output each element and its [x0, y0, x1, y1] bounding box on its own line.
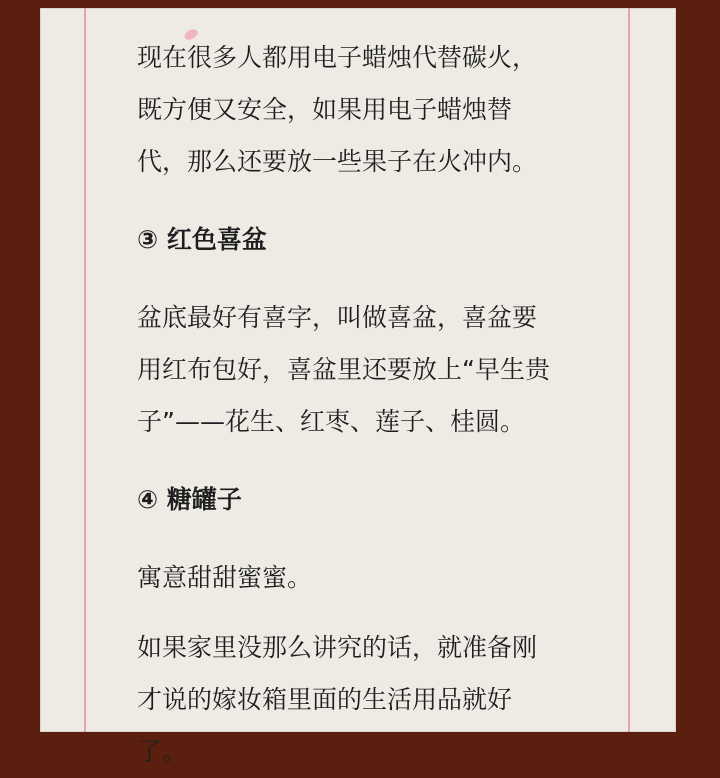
section-heading-red-basin: ③ 红色喜盆 [137, 225, 267, 254]
text-line: 盆底最好有喜字，叫做喜盆，喜盆要 [137, 303, 538, 332]
text-line: 寓意甜甜蜜蜜。 [137, 563, 313, 592]
text-line: 现在很多人都用电子蜡烛代替碳火， [137, 43, 538, 72]
article-content [137, 32, 587, 778]
text-line: 代，那么还要放一些果子在火冲内。 [137, 147, 538, 176]
text-line: 如果家里没那么讲究的话，就准备刚 [137, 633, 538, 662]
text-line: 用红布包好，喜盆里还要放上“早生贵 [137, 355, 550, 384]
paragraph-dowry-items [137, 622, 587, 778]
section-heading-sugar-jar: ④ 糖罐子 [137, 485, 242, 514]
right-margin-rule [628, 8, 630, 732]
text-line: 了。 [137, 737, 188, 766]
text-line: 子”——花生、红枣、莲子、桂圆。 [137, 407, 525, 436]
text-line: 既方便又安全，如果用电子蜡烛替 [137, 95, 513, 124]
text-line: 才说的嫁妆箱里面的生活用品就好 [137, 685, 513, 714]
paragraph-sweet-meaning [137, 552, 587, 604]
paragraph-red-basin [137, 292, 587, 448]
left-margin-rule [84, 8, 86, 732]
paper-sheet [40, 8, 676, 766]
paragraph-electronic-candles [137, 32, 587, 188]
